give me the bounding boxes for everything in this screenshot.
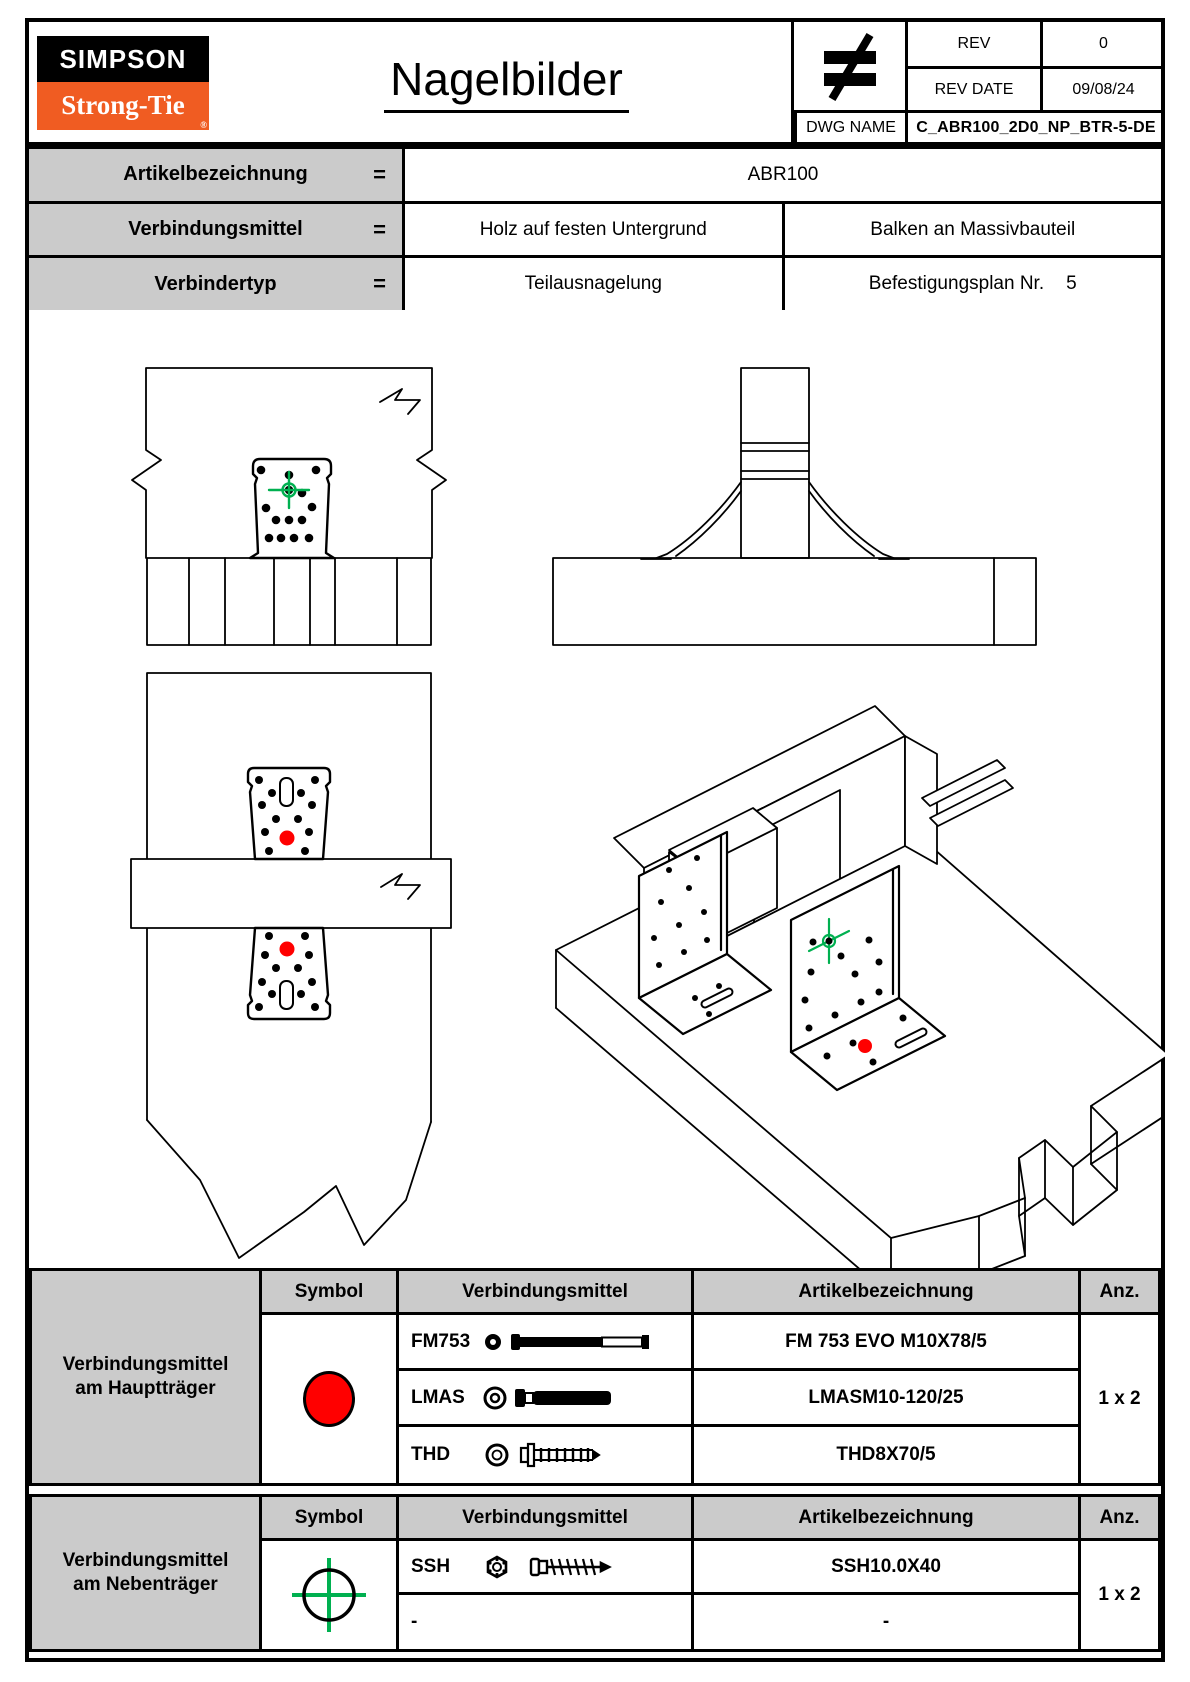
info-row-artikelbezeichnung	[29, 146, 1161, 201]
column-header-artikel: Artikelbezeichnung	[694, 1497, 1081, 1541]
rev-value: 0	[1040, 22, 1164, 66]
drawing-sheet	[25, 18, 1165, 1662]
fastener-table-nebentraeger	[29, 1494, 1161, 1652]
logo-strongtie: Strong-Tie ®	[37, 82, 209, 130]
equals-sign: =	[373, 271, 386, 297]
column-header-anz: Anz.	[1081, 1497, 1158, 1541]
logo-simpson: SIMPSON	[37, 36, 209, 82]
side-view	[553, 368, 1036, 645]
verbindertyp-value: Teilausnagelung	[524, 273, 662, 295]
not-equal-icon	[794, 22, 905, 110]
plan-number: 5	[1066, 273, 1077, 295]
rev-label: REV	[905, 22, 1040, 66]
befestigungsplan-value: Befestigungsplan Nr. 5	[782, 258, 1162, 310]
artikel-value: LMASM10-120/25	[694, 1371, 1081, 1427]
rev-date-label: REV DATE	[905, 66, 1040, 110]
anchor-marker	[858, 1039, 872, 1053]
revision-block	[791, 22, 1161, 142]
anz-value: 1 x 2	[1098, 1388, 1141, 1409]
article-info-table	[29, 146, 1161, 310]
verbindungsmittel-left-value: Holz auf festen Untergrund	[479, 218, 707, 240]
column-header-anz: Anz.	[1081, 1271, 1158, 1315]
lmas-anchor-icon	[483, 1382, 663, 1414]
artikel-value: ABR100	[747, 163, 819, 185]
table-row: THD	[399, 1427, 694, 1483]
thd-screw-icon	[483, 1439, 663, 1471]
column-header-verbindungsmittel: Verbindungsmittel	[399, 1271, 694, 1315]
info-label: Verbindertyp	[154, 272, 277, 295]
column-header-verbindungsmittel: Verbindungsmittel	[399, 1497, 694, 1541]
info-row-verbindertyp	[29, 255, 1161, 310]
table-row: LMAS	[399, 1371, 694, 1427]
artikel-value: THD8X70/5	[694, 1427, 1081, 1483]
verbindungsmittel-right-value: Balken an Massivbauteil	[782, 204, 1162, 256]
symbol-hauptraeger	[262, 1315, 399, 1483]
equals-sign: =	[373, 161, 386, 187]
anz-value: 1 x 2	[1098, 1584, 1141, 1605]
anchor-marker	[280, 942, 295, 957]
table-row-label: Verbindungsmittel am Hauptträger	[32, 1271, 262, 1483]
info-label: Artikelbezeichnung	[123, 163, 308, 186]
isometric-view	[556, 706, 1165, 1268]
rev-date-value: 09/08/24	[1040, 66, 1164, 110]
column-header-artikel: Artikelbezeichnung	[694, 1271, 1081, 1315]
broken-edge	[147, 1120, 431, 1258]
table-row: -	[399, 1595, 694, 1649]
column-header-symbol: Symbol	[262, 1497, 399, 1541]
registered-mark: ®	[200, 120, 207, 130]
title-block	[29, 22, 1161, 146]
fastener-table-haupttraeger	[29, 1268, 1161, 1486]
column-header-symbol: Symbol	[262, 1271, 399, 1315]
table-row-label: Verbindungsmittel am Nebenträger	[32, 1497, 262, 1649]
technical-drawing	[29, 310, 1165, 1268]
info-row-verbindungsmittel	[29, 201, 1161, 256]
table-row: SSH	[399, 1541, 694, 1595]
symbol-nebentraeger	[262, 1541, 399, 1649]
break-symbol	[380, 389, 420, 414]
red-circle-icon	[303, 1371, 355, 1427]
artikel-value: -	[694, 1595, 1081, 1649]
green-crosshair-icon	[286, 1552, 372, 1638]
artikel-value: FM 753 EVO M10X78/5	[694, 1315, 1081, 1371]
fm753-bolt-icon	[483, 1327, 663, 1357]
front-view	[132, 368, 446, 645]
simpson-strongtie-logo	[37, 36, 209, 130]
ssh-screw-icon	[483, 1550, 663, 1584]
plan-view	[131, 673, 451, 1258]
anchor-marker	[280, 831, 295, 846]
info-label: Verbindungsmittel	[128, 218, 303, 240]
dwg-name-label: DWG NAME	[794, 110, 905, 142]
table-row: FM753	[399, 1315, 694, 1371]
page-title: Nagelbilder	[384, 52, 629, 113]
dwg-name-value: C_ABR100_2D0_NP_BTR-5-DE	[905, 110, 1164, 142]
equals-sign: =	[373, 216, 386, 242]
artikel-value: SSH10.0X40	[694, 1541, 1081, 1595]
